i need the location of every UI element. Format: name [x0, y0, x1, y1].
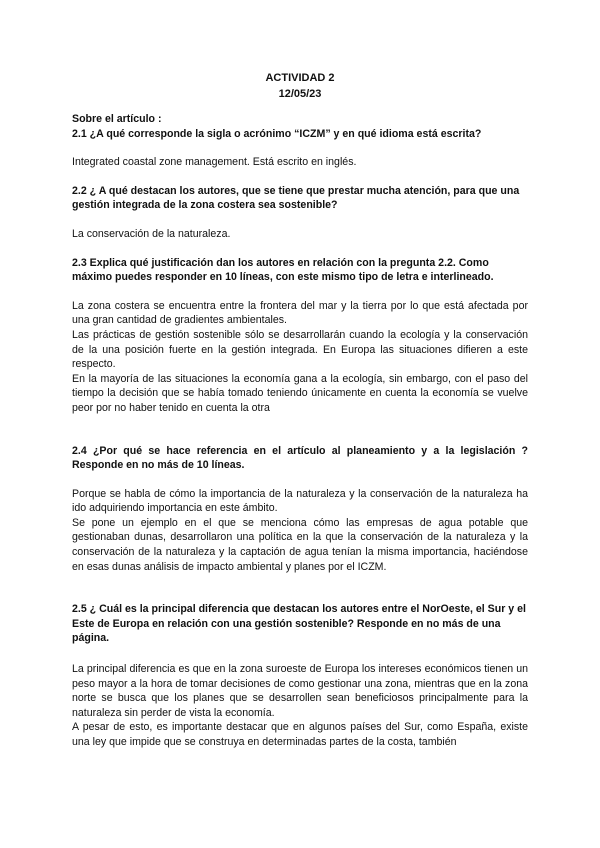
answer-2-3 — [72, 299, 528, 416]
document-title: ACTIVIDAD 2 — [265, 72, 335, 84]
answer-2-4-paragraph: Se pone un ejemplo en el que se menciona cómo las empresas de agua potable que gestionaban dunas, desarrollaron una política en la que la conservación de la naturaleza y la conservación de la naturaleza y la captación de agua tenían la misma importancia, haciéndose en esas dunas análisis de impacto ambiental y planes por el ICZM. — [72, 516, 528, 573]
answer-2-2: La conservación de la naturaleza. — [72, 227, 231, 240]
answer-2-5 — [72, 662, 528, 750]
intro-heading: Sobre el artículo : — [72, 113, 162, 125]
answer-2-3-paragraph: La zona costera se encuentra entre la frontera del mar y la tierra por lo que está afectada por una gran cantidad de gradientes ambientales. — [72, 299, 528, 327]
question-2-5: 2.5 ¿ Cuál es la principal diferencia que destacan los autores entre el NorOeste, el Sur y el Este de Europa en relación con una gestión sostenible? Responde en no más de una página. — [72, 603, 526, 645]
answer-2-5-paragraph: La principal diferencia es que en la zona suroeste de Europa los intereses económicos tienen un peso mayor a la hora de tomar decisiones de como gestionar una zona, mientras que en la zona norte se busca que los planes que se desarrollen sean beneficiosos principalmente para la naturaleza sin perder de vista la economía. — [72, 663, 528, 719]
answer-2-4 — [72, 487, 528, 575]
question-2-3: 2.3 Explica qué justificación dan los autores en relación con la pregunta 2.2. Como máximo puedes responder en 10 líneas, con este mismo tipo de letra e interlineado. — [72, 256, 494, 284]
document-body — [72, 112, 528, 750]
question-2-1: 2.1 ¿A qué corresponde la sigla o acrónimo “ICZM” y en qué idioma está escrita? — [72, 127, 482, 140]
answer-2-4-paragraph: Porque se habla de cómo la importancia de la naturaleza y la conservación de la naturaleza ha ido adquiriendo importancia en este ámbito. — [72, 487, 528, 515]
document-date: 12/05/23 — [278, 88, 322, 100]
answer-2-3-paragraph: Las prácticas de gestión sostenible sólo se desarrollarán cuando la ecología y la conservación de la una posición fuerte en la gestión integrada. En Europa las situaciones difieren a este respecto. — [72, 328, 528, 371]
answer-2-1: Integrated coastal zone management. Está escrito en inglés. — [72, 156, 357, 169]
question-2-2: 2.2 ¿ A qué destacan los autores, que se tiene que prestar mucha atención, para que una gestión integrada de la zona costera sea sostenible? — [72, 184, 520, 212]
answer-2-5-paragraph: A pesar de esto, es importante destacar que en algunos países del Sur, como España, existe una ley que impide que se construya en determinadas partes de la costa, también — [72, 721, 528, 748]
document-header — [0, 70, 600, 102]
answer-2-3-paragraph: En la mayoría de las situaciones la economía gana a la ecología, sin embargo, con el paso del tiempo la decisión que se había tomado teniendo únicamente en cuenta la economía se vuelve peor por no haber tenido en cuenta la otra — [72, 372, 528, 414]
question-2-4: 2.4 ¿Por qué se hace referencia en el artículo al planeamiento y a la legislación ? Responde en no más de 10 líneas. — [72, 444, 528, 472]
